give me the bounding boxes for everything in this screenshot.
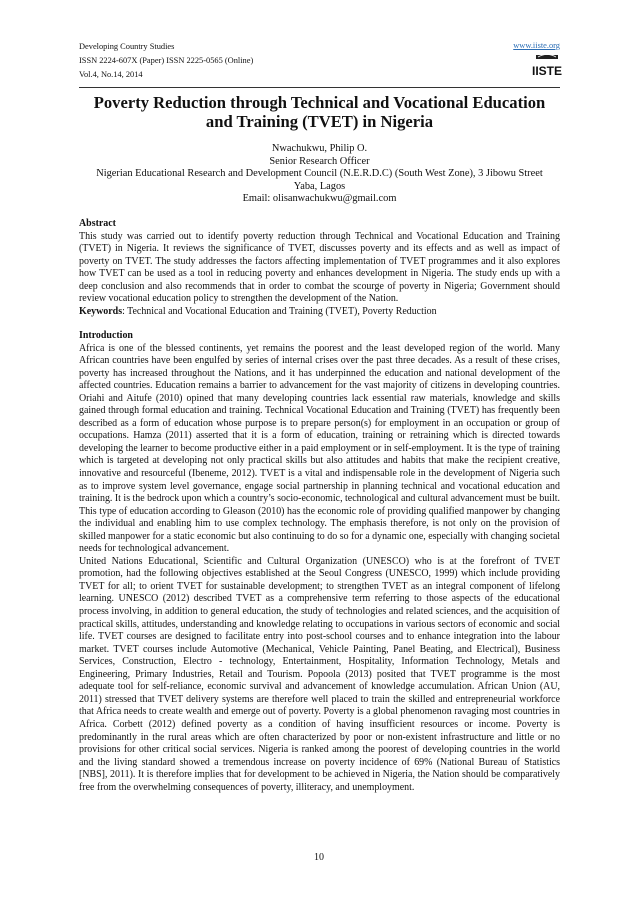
author-affiliation: Nigerian Educational Research and Development Council (N.E.R.D.C) (South West Zone), 3 Jibowu Street: [96, 168, 543, 179]
page-number: 10: [314, 852, 324, 863]
journal-url-link[interactable]: www.iiste.org: [513, 41, 560, 50]
abstract-section: [79, 218, 560, 318]
paper-title: Poverty Reduction through Technical and Vocational Education and Training (TVET) in Nigeria: [93, 93, 546, 131]
introduction-paragraph-2: United Nations Educational, Scientific and Cultural Organization (UNESCO) who is at the forefront of TVET promotion, had the following objectives established at the Seoul Congress (UNESCO, 1999) which include providing TVET for all; to orient TVET for sustainable development; to strengthen TVET as an integral component of lifelong learning. UNESCO (2012) described TVET as a comprehensive term referring to those aspects of the educational process involving, in addition to general education, the study of technologies and related sciences, and the acquisition of practical skills, attitudes, understanding and knowledge relating to occupations in various sectors of economic and social life. TVET courses are designed to facilitate entry into post-school courses and to enhance integration into the labour market. TVET courses include Automotive (Mechanical, Vehicle Painting, Panel Beating, and Electrical), Business Services, Construction, Electro - technology, Entertainment, Hospitality, Information Technology, Metals and Engineering, Primary Industries, Retail and Tourism. Popoola (2013) posited that TVET programme is the most adequate tool for self-reliance, economic survival and advancement of knowledge accumulation. African Union (AU, 2011) stressed that TVET delivery systems are therefore well placed to train the skilled and entrepreneurial workforce that Africa needs to create wealth and emerge out of poverty. Poverty is a global phenomenon ravaging most countries in Africa. Corbett (2012) defined poverty as a condition of having insufficient resources or income. Poverty is predominantly in the rural areas which are often characterized by poor or non-existent infrastructure and little or no provisions for other critical social services. Nigeria is ranked among the poorest of developing countries in the world and the living standard showed a tremendous increase on poverty incidence of 69% (National Bureau of Statistics [NBS], 2011). It is therefore implies that for development to be achieved in Nigeria, the Nation should be comparatively free from the overwhelming consequences of poverty, illiteracy, and unemployment.: [79, 555, 560, 793]
introduction-section: [79, 330, 560, 794]
keywords-label: Keywords: [79, 305, 123, 317]
journal-issn: ISSN 2224-607X (Paper) ISSN 2225-0565 (Online): [79, 56, 254, 65]
abstract-text: This study was carried out to identify poverty reduction through Technical and Vocational Education and Training (TVET) in Nigeria. It reviews the significance of TVET, discusses poverty and its effects and as well as impact of poverty on TVET. The study addresses the factors affecting implementation of TVET programmes and it also explores how TVET can be used as a tool in reducing poverty and enhances development in Nigeria. The study ends up with a deep conclusion and also recommends that in order to combat the scourge of poverty in Nigeria; Government should review vocational education policy to strengthen the development of the Nation.: [79, 230, 560, 305]
header-rule: [79, 87, 560, 88]
author-city: Yaba, Lagos: [293, 180, 346, 192]
introduction-paragraph-1: Africa is one of the blessed continents, yet remains the poorest and the least developed region of the world. Many African countries have been engulfed by series of internal crises over the past three decades. As a result of these crises, poverty has increased throughout the Nations, and it has underpinned the education and national development of the affected countries. Education remains a barrier to advancement for the vast majority of citizens in developing countries. Oriahi and Aitufe (2010) opined that many developing countries lack essential raw materials, knowledge and skills gained through formal education and training. Technical Vocational Education and Training (TVET) has frequently been described as a form of education whose purpose is to prepare person(s) for employment in an occupation or group of occupations. Hamza (2011) asserted that it is a form of education, training or retraining which is directed towards developing the learner to become productive either in a paid employment or in self-employment. It is the type of training which is targeted at developing not only practical skills but also attitudes and habits that make the recipient creative, innovative and resourceful (Ibeneme, 2012). TVET is a vital and indispensable role in the development of Nigeria such as to improve system level governance, engage social partnership in planning technical and vocational education and training. It is the bedrock upon which a country’s socio-economic, technological and cultural advancement must be built. This type of education according to Gleason (2010) has the economic role of providing qualified manpower by changing the individual and enabling him to use complex technology. The emphasis therefore, is not only on the provision of skilled manpower for a static economic but also continuing to do so for a dynamic one, especially with changing societal needs for technological advancement.: [79, 342, 561, 555]
author-email: Email: olisanwachukwu@gmail.com: [242, 193, 397, 204]
keywords-line: [79, 306, 560, 319]
introduction-heading: Introduction: [79, 330, 133, 341]
abstract-heading: Abstract: [79, 218, 116, 229]
keywords-text: : Technical and Vocational Education and Training (TVET), Poverty Reduction: [122, 305, 437, 317]
author-block: [79, 143, 560, 206]
author-position: Senior Research Officer: [269, 155, 370, 167]
author-name: Nwachukwu, Philip O.: [271, 143, 368, 154]
journal-volume: Vol.4, No.14, 2014: [79, 70, 143, 79]
iiste-logo-icon: [531, 54, 563, 78]
logo-text: IISTE: [531, 64, 563, 78]
journal-name: Developing Country Studies: [79, 42, 175, 51]
